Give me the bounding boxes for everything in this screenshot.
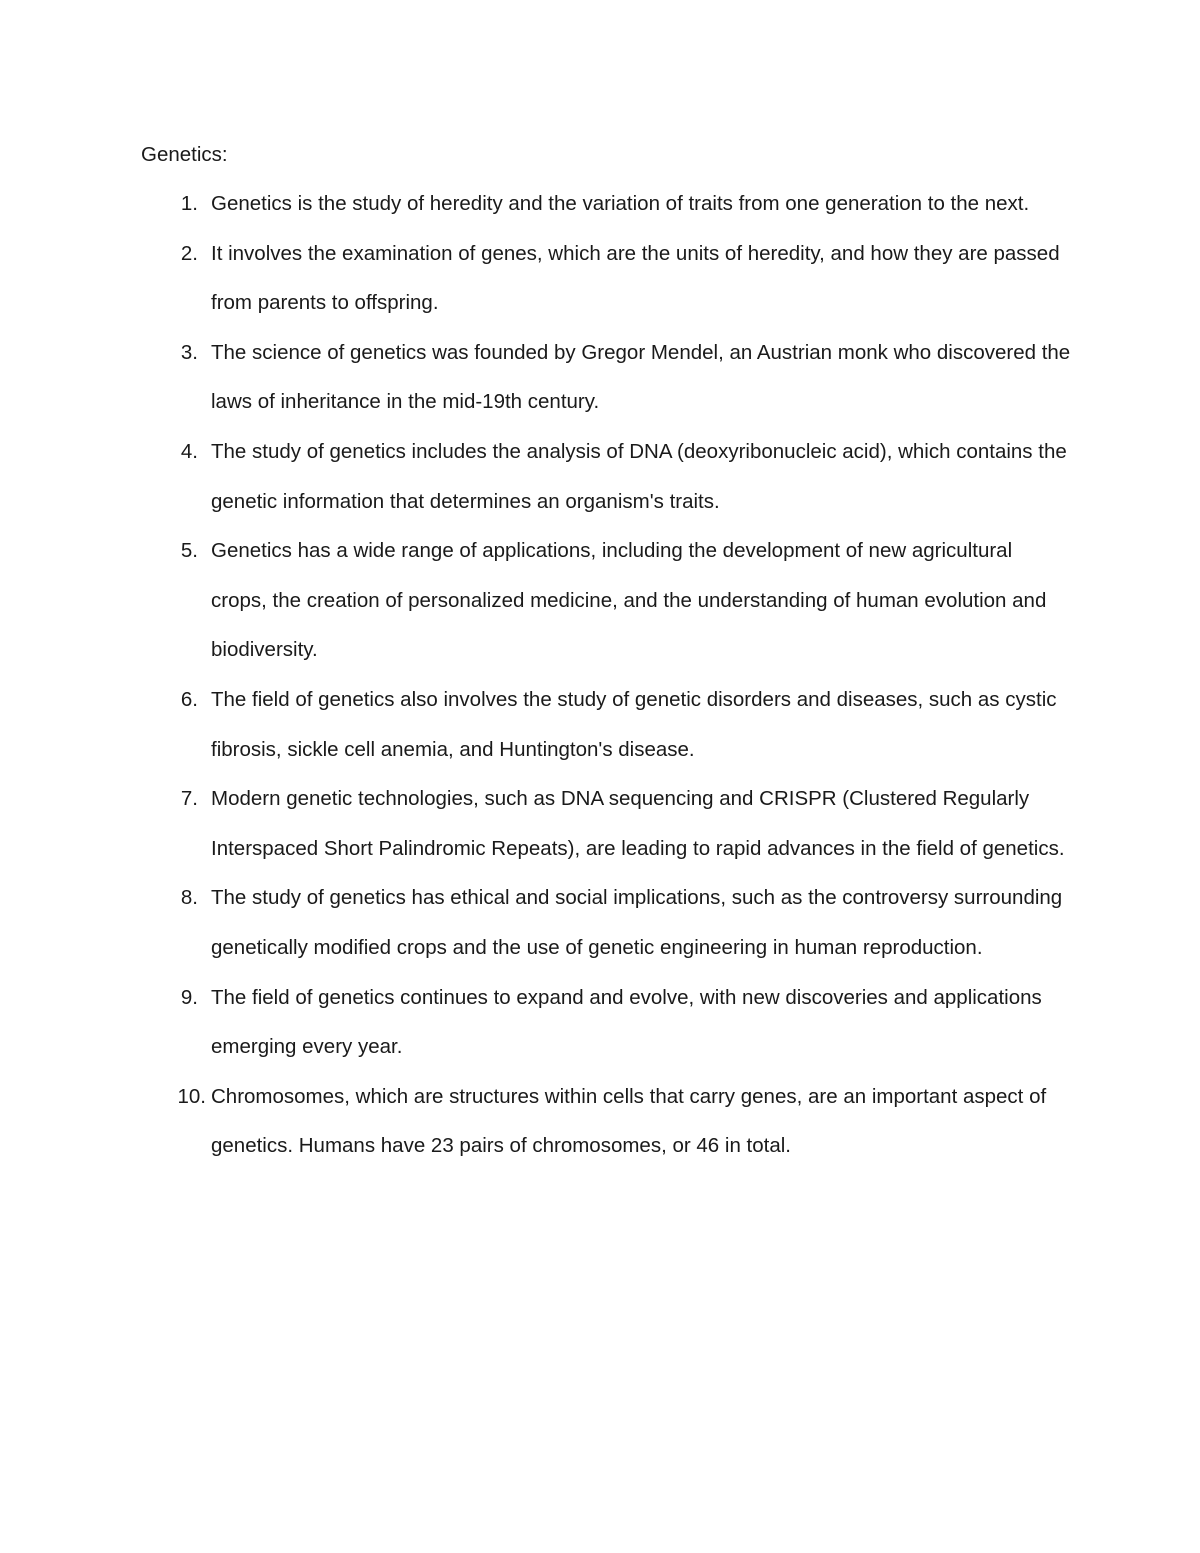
list-item-text: Genetics has a wide range of applications, including the development of new agricultural crops, the creation of personalized medicine, and the understanding of human evolution and biodiversity. bbox=[211, 539, 1047, 662]
list-item-text: The study of genetics has ethical and social implications, such as the controversy surrounding genetically modified crops and the use of genetic engineering in human reproduction. bbox=[211, 886, 1063, 959]
list-item bbox=[0, 973, 1071, 1072]
list-item-number: 9. bbox=[180, 985, 198, 1009]
list-item bbox=[0, 526, 1071, 675]
list-item-text: It involves the examination of genes, which are the units of heredity, and how they are passed from parents to offspring. bbox=[211, 241, 1060, 315]
list-item-text: Chromosomes, which are structures within cells that carry genes, are an important aspect of genetics. Humans have 23 pairs of chromosomes, or 46 in total. bbox=[211, 1084, 1047, 1158]
list-item-number: 7. bbox=[180, 787, 198, 811]
list-item-text: The field of genetics continues to expand and evolve, with new discoveries and applications emerging every year. bbox=[211, 985, 1042, 1059]
list-item-number: 5. bbox=[180, 539, 198, 563]
list-item-text: The field of genetics also involves the study of genetic disorders and diseases, such as cystic fibrosis, sickle cell anemia, and Huntington's disease. bbox=[211, 687, 1057, 761]
list-item-text: Genetics is the study of heredity and the variation of traits from one generation to the next. bbox=[211, 192, 1030, 215]
numbered-list bbox=[0, 179, 1200, 1171]
list-item-number: 8. bbox=[180, 886, 198, 910]
list-item bbox=[0, 774, 1071, 873]
document-heading: Genetics: bbox=[141, 143, 228, 166]
list-item-text: The study of genetics includes the analysis of DNA (deoxyribonucleic acid), which contains the genetic information that determines an organism's traits. bbox=[211, 439, 1067, 513]
list-item bbox=[0, 675, 1071, 774]
list-item bbox=[0, 328, 1071, 427]
list-item-text: Modern genetic technologies, such as DNA sequencing and CRISPR (Clustered Regularly Interspaced Short Palindromic Repeats), are leading to rapid advances in the field of genetics. bbox=[211, 787, 1065, 860]
list-item-number: 6. bbox=[180, 687, 198, 711]
list-item-number: 2. bbox=[180, 241, 198, 265]
list-item-number: 1. bbox=[180, 192, 198, 215]
list-item-number: 10. bbox=[177, 1084, 206, 1108]
list-item-number: 4. bbox=[180, 439, 198, 463]
list-item bbox=[0, 229, 1071, 328]
list-item bbox=[0, 873, 1071, 972]
list-item bbox=[0, 427, 1071, 526]
list-item bbox=[0, 179, 1071, 229]
list-item-number: 3. bbox=[180, 340, 198, 364]
list-item-text: The science of genetics was founded by Gregor Mendel, an Austrian monk who discovered the laws of inheritance in the mid-19th century. bbox=[211, 340, 1071, 414]
list-item bbox=[0, 1072, 1071, 1171]
